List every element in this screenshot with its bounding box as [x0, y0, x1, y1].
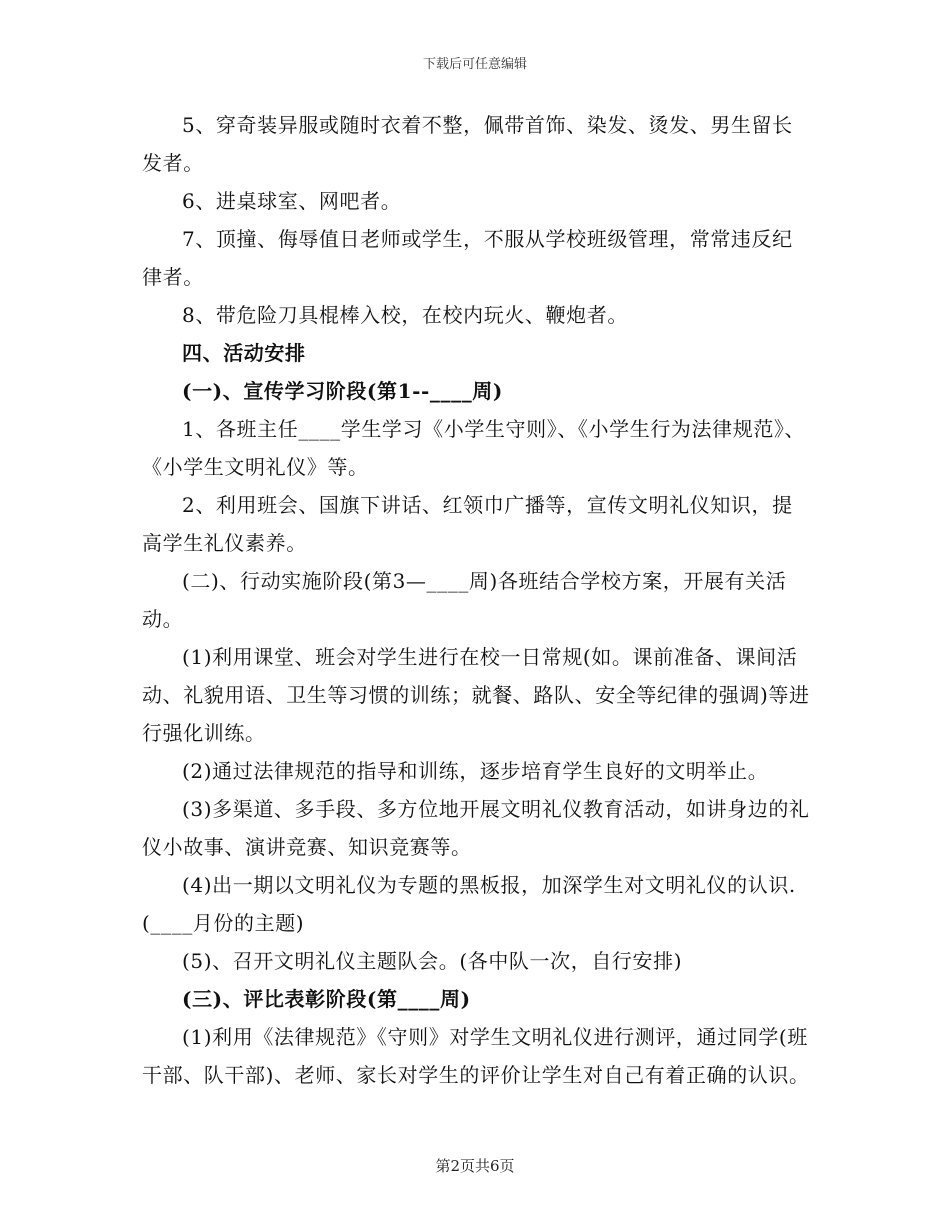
paragraph-stage2-item5: (5)、召开文明礼仪主题队会。(各中队一次，自行安排) — [182, 949, 683, 973]
paragraph-rule-8: 8、带危险刀具棍棒入校，在校内玩火、鞭炮者。 — [182, 303, 628, 327]
paragraph-rule-5: 5、穿奇装异服或随时衣着不整，佩带首饰、染发、烫发、男生留长发者。 — [142, 113, 793, 175]
paragraph-rule-7: 7、顶撞、侮辱值日老师或学生，不服从学校班级管理，常常违反纪律者。 — [142, 227, 793, 289]
stage-heading-2: (二)、行动实施阶段(第3—____周)各班结合学校方案，开展有关活动。 — [142, 569, 787, 631]
page-header: 下载后可任意编辑 — [422, 57, 527, 72]
stage-heading-3: (三)、评比表彰阶段(第____周) — [182, 987, 471, 1011]
paragraph-stage2-item2: (2)通过法律规范的指导和训练，逐步培育学生良好的文明举止。 — [182, 759, 769, 783]
paragraph-stage1-item2: 2、利用班会、国旗下讲话、红领巾广播等，宣传文明礼仪知识，提高学生礼仪素养。 — [142, 493, 793, 555]
page-footer: 第2页共6页 — [435, 1157, 515, 1175]
paragraph-stage2-item4: (4)出一期以文明礼仪为专题的黑板报，加深学生对文明礼仪的认识.(____月份的主题) — [142, 873, 796, 935]
document-body — [142, 106, 810, 1094]
section-heading-activity: 四、活动安排 — [182, 341, 306, 365]
stage-heading-1: (一)、宣传学习阶段(第1--____周) — [182, 379, 503, 403]
paragraph-stage2-item1: (1)利用课堂、班会对学生进行在校一日常规(如。课前准备、课间活动、礼貌用语、卫生等习惯的训练；就餐、路队、安全等纪律的强调)等进行强化训练。 — [142, 645, 810, 745]
paragraph-stage2-item3: (3)多渠道、多手段、多方位地开展文明礼仪教育活动，如讲身边的礼仪小故事、演讲竞赛、知识竞赛等。 — [142, 797, 810, 859]
paragraph-stage3-item1: (1)利用《法律规范》《守则》对学生文明礼仪进行测评，通过同学(班干部、队干部)、老师、家长对学生的评价让学生对自己有着正确的认识。 — [142, 1025, 810, 1087]
paragraph-stage1-item1: 1、各班主任____学生学习《小学生守则》、《小学生行为法律规范》、《小学生文明礼仪》等。 — [142, 417, 806, 479]
paragraph-rule-6: 6、进桌球室、网吧者。 — [182, 189, 402, 213]
